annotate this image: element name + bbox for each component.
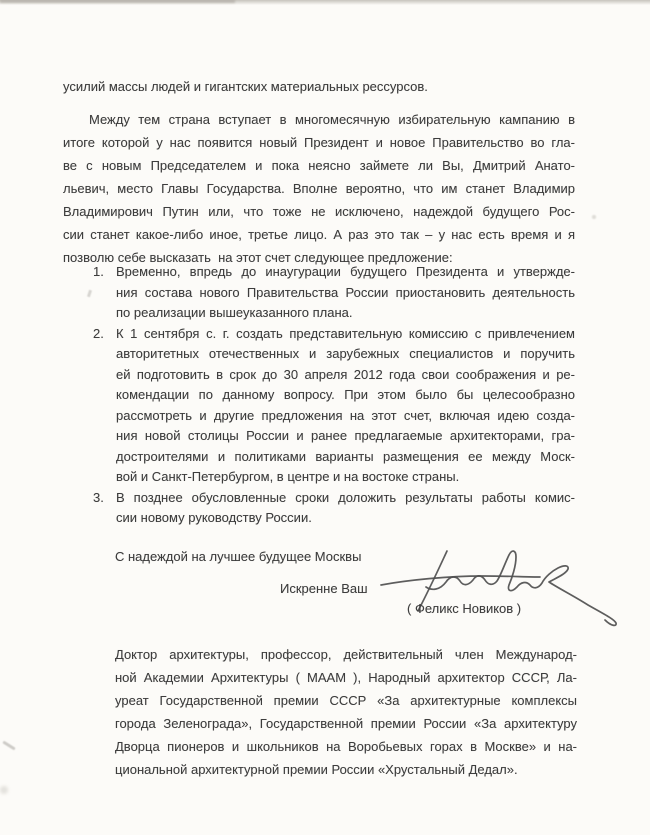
text-line: К 1 сентября с. г. создать представительную комиссию с привлечением (116, 325, 575, 341)
text-line: Владимирович Путин или, что тоже не исключено, надеждой будущего Рос- (63, 204, 575, 219)
list-item-1 (93, 262, 575, 324)
list-item-3-text (116, 488, 575, 529)
paragraph-fragment (63, 75, 575, 98)
text-line: комендации по данному вопросу. При этом было бы целесообразно (116, 387, 575, 402)
list-marker-1: 1. (93, 264, 104, 279)
list-item-2 (93, 324, 575, 488)
text-line: ей подготовить в срок до 30 апреля 2012 года свои соображения и ре- (116, 366, 575, 382)
text-line: ве с новым Председателем и пока неясно займете ли Вы, Дмитрий Анато- (63, 158, 575, 173)
list-marker-2: 2. (93, 325, 104, 341)
text-line: сии станет какое-либо иное, третье лицо. А раз это так – у нас есть время и я (63, 227, 575, 242)
text-line: авторитетных отечественных и зарубежных специалистов и поручить (116, 346, 575, 361)
scan-smudge (87, 290, 92, 298)
list-item-1-text (116, 262, 575, 324)
text-line: итоге которой у нас появится новый Президент и новое Правительство во гла- (63, 135, 575, 150)
text-line: ния состава нового Правительства России приостановить деятельность (116, 284, 575, 300)
list-item-3 (93, 488, 575, 529)
scan-smudge (0, 786, 8, 794)
text-line: города Зеленограда», Государственной премии России «За архитектуру (115, 716, 577, 731)
text-line: циональной архитектурной премии России «Хрустальный Дедал». (115, 762, 518, 777)
text-line: Доктор архитектуры, профессор, действительный член Международ- (115, 647, 577, 662)
text-line: ной Академии Архитектуры ( МААМ ), Народный архитектор СССР, Ла- (115, 670, 577, 685)
list-item-2-text (116, 324, 575, 488)
paragraph-intro (63, 108, 575, 269)
text-line: позволю себе высказать на этот счет следующее предложение: (63, 250, 453, 265)
text-line: усилий массы людей и гигантских материальных рессурсов. (63, 79, 428, 94)
list-marker-3: 3. (93, 489, 104, 505)
text-line: Между тем страна вступает в многомесячную избирательную кампанию в (89, 112, 575, 127)
text-line: сии новому руководству России. (116, 510, 312, 525)
text-line: уреат Государственной премии СССР «За архитектурные комплексы (115, 693, 577, 708)
text-line: льевич, место Главы Государства. Вполне вероятно, что им станет Владимир (63, 181, 575, 196)
signature-name: ( Феликс Новиков ) (407, 601, 522, 616)
closing-hope-line: С надеждой на лучшее будущее Москвы (115, 549, 362, 564)
valediction: Искренне Ваш (280, 581, 368, 596)
scan-smudge (592, 215, 596, 219)
text-line: по реализации вышеуказанного плана. (116, 305, 353, 320)
text-line: рассмотреть и другие предложения на этот счет, включая идею созда- (116, 407, 575, 423)
scan-top-edge-shadow-left (0, 0, 235, 3)
scan-smudge (2, 741, 15, 751)
handwritten-signature-icon (378, 544, 640, 636)
text-line: Временно, впредь до инаугурации будущего Президента и утвержде- (116, 264, 575, 279)
credentials-paragraph (115, 643, 577, 781)
text-line: Дворца пионеров и школьников на Воробьевых горах в Москве» и на- (115, 739, 577, 754)
text-line: достроителями и политиками варианты размещения ее между Моск- (116, 448, 575, 464)
proposal-list (93, 262, 575, 529)
text-line: В позднее обусловленные сроки доложить результаты работы комис- (116, 489, 575, 505)
text-line: вой и Санкт-Петербургом, в центре и на востоке страны. (116, 469, 460, 484)
text-line: ния новой столицы России и ранее предлагаемые архитекторами, гра- (116, 428, 575, 443)
